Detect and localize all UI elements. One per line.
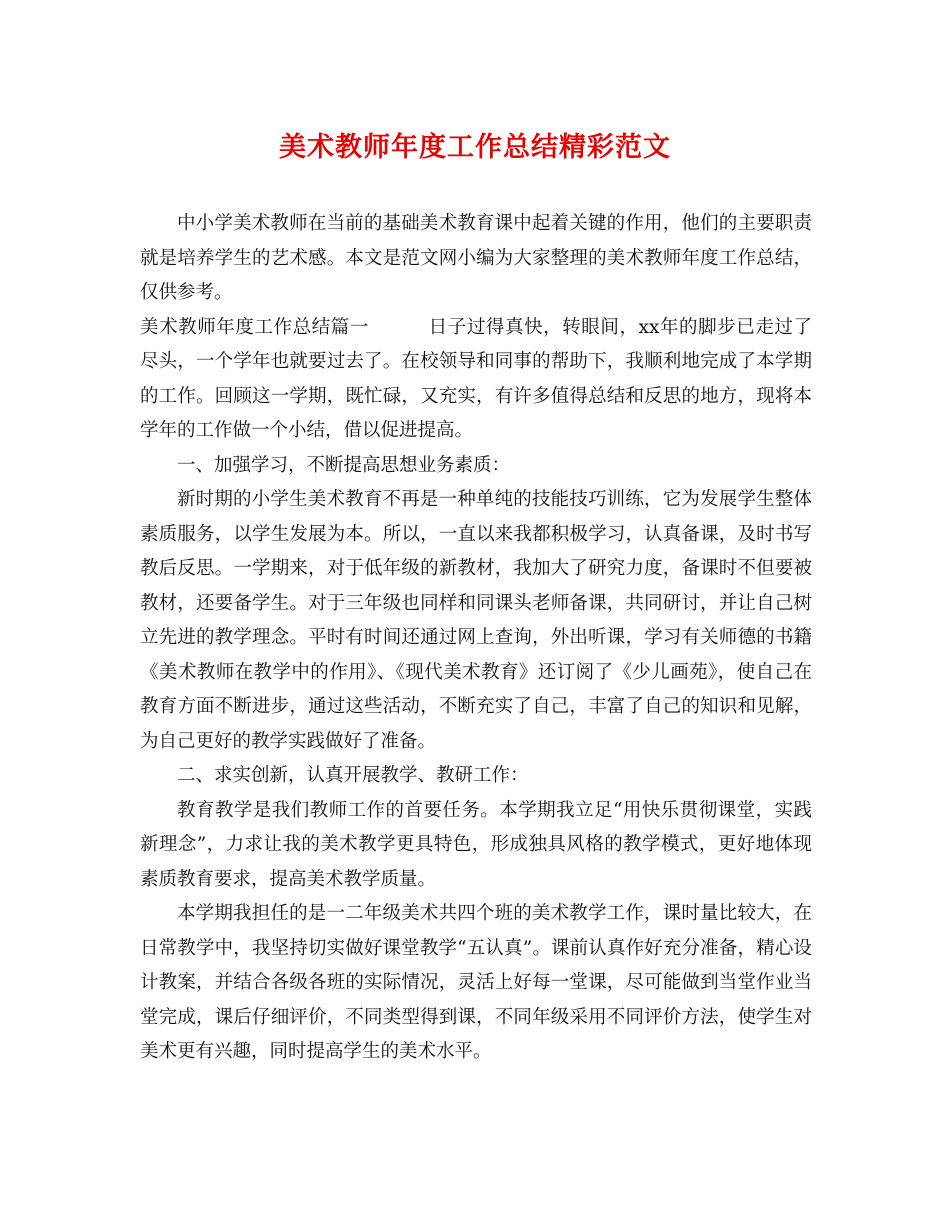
paragraph-three: 本学期我担任的是一二年级美术共四个班的美术教学工作，课时量比较大，在日常教学中，我坚持切实做好课堂教学“五认真”。课前认真作好充分准备，精心设计教案，并结合各级各班的实际情况，灵活上好每一堂课，尽可能做到当堂作业当堂完成，课后仔细评价，不同类型得到课，不同年级采用不同评价方法，使学生对美术更有兴趣，同时提高学生的美术水平。	[140, 903, 812, 1062]
section-opening-paragraph	[140, 311, 812, 449]
paragraph-one: 新时期的小学生美术教育不再是一种单纯的技能技巧训练，它为发展学生整体素质服务，以学生发展为本。所以，一直以来我都积极学习，认真备课，及时书写教后反思。一学期来，对于低年级的新教材，我加大了研究力度，备课时不但要被教材，还要备学生。对于三年级也同样和同课头老师备课，共同研讨，并让自己树立先进的教学理念。平时有时间还通过网上查询，外出听课，学习有关师德的书籍《美术教师在教学中的作用》、《现代美术教育》还订阅了《少儿画苑》，使自己在教育方面不断进步，通过这些活动，不断充实了自己，丰富了自己的知识和见解，为自己更好的教学实践做好了准备。	[140, 489, 812, 752]
section-label: 美术教师年度工作总结篇一	[140, 316, 369, 338]
opening-text: 日子过得真快，转眼间，xx年的脚步已走过了尽头，一个学年也就要过去了。在校领导和同事的帮助下，我顺利地完成了本学期的工作。回顾这一学期，既忙碌，又充实，有许多值得总结和反思的地方，现将本学年的工作做一个小结，借以促进提高。	[140, 316, 812, 441]
document-title: 美术教师年度工作总结精彩范文	[279, 132, 671, 163]
heading-one: 一、加强学习，不断提高思想业务素质：	[177, 454, 511, 476]
paragraph-two: 教育教学是我们教师工作的首要任务。本学期我立足“用快乐贯彻课堂，实践新理念”，力求让我的美术教学更具特色，形成独具风格的教学模式，更好地体现素质教育要求，提高美术教学质量。	[140, 799, 812, 890]
intro-paragraph: 中小学美术教师在当前的基础美术教育课中起着关键的作用，他们的主要职责就是培养学生的艺术感。本文是范文网小编为大家整理的美术教师年度工作总结，仅供参考。	[140, 213, 812, 303]
document-body	[140, 207, 812, 1070]
heading-two: 二、求实创新，认真开展教学、教研工作：	[177, 765, 529, 786]
